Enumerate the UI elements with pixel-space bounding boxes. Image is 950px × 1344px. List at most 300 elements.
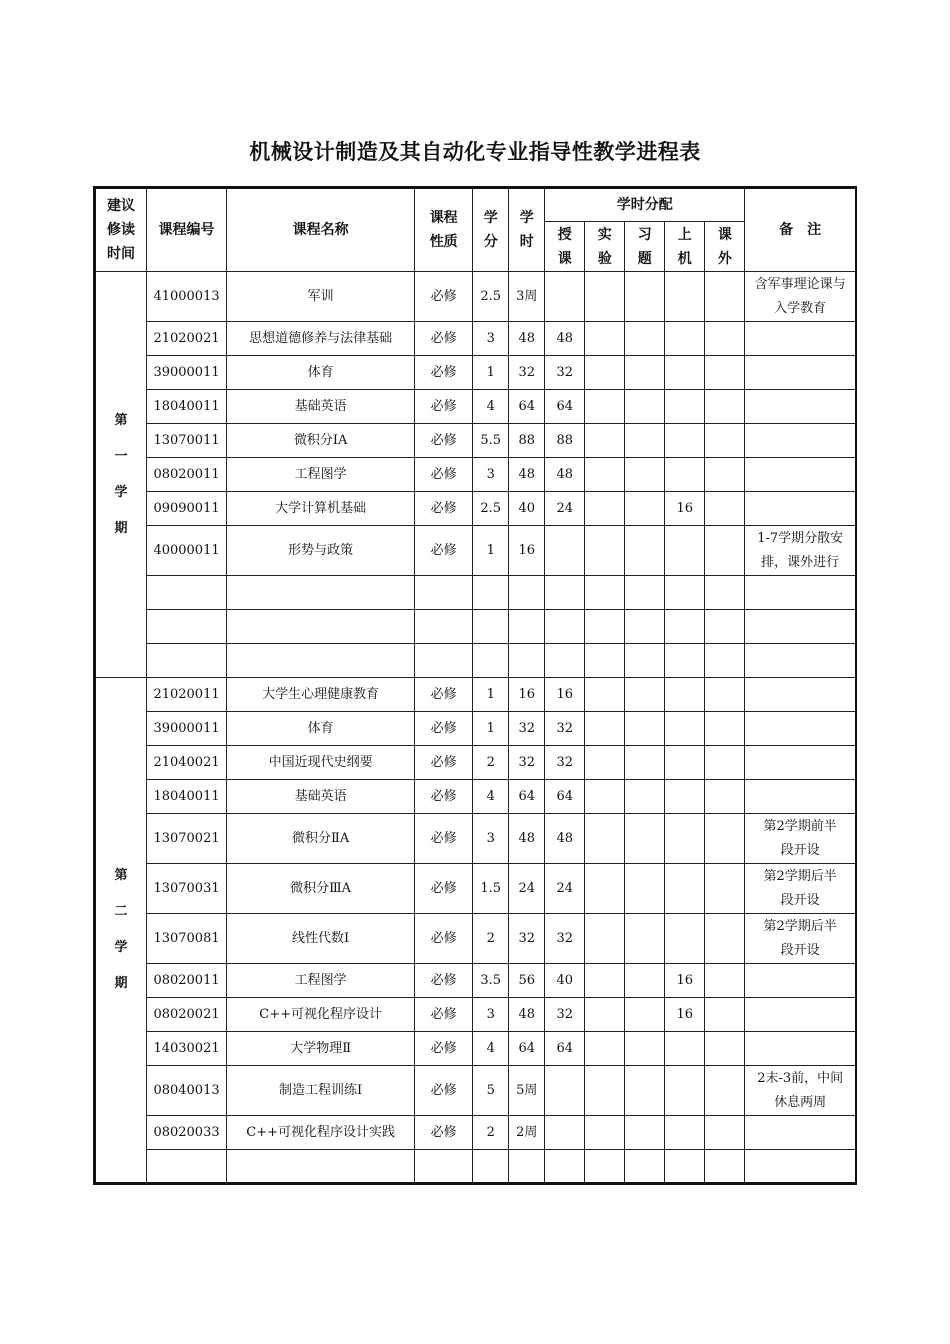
cell-computer: [665, 712, 705, 746]
term-label-char: 二: [114, 904, 128, 919]
remark-line: 休息两周: [774, 1094, 827, 1110]
cell-experiment: [585, 780, 625, 814]
cell-hours: 48: [509, 998, 545, 1032]
cell-nature: 必修: [415, 678, 473, 712]
cell-computer: 16: [665, 998, 705, 1032]
cell-experiment: [585, 1032, 625, 1066]
cell-name: C++可视化程序设计: [227, 998, 415, 1032]
cell-exercise: [625, 576, 665, 610]
cell-remark: [745, 864, 856, 914]
cell-name: [227, 1150, 415, 1184]
cell-experiment: [585, 272, 625, 322]
cell-hours: [509, 576, 545, 610]
cell-code: 39000011: [147, 356, 227, 390]
remark-line: 第2学期后半: [763, 918, 837, 934]
cell-exercise: [625, 1066, 665, 1116]
cell-credit: 4: [473, 780, 509, 814]
cell-computer: [665, 610, 705, 644]
cell-credit: 3: [473, 814, 509, 864]
cell-code: 40000011: [147, 526, 227, 576]
cell-name: 中国近现代史纲要: [227, 746, 415, 780]
cell-credit: [473, 1150, 509, 1184]
cell-name: 工程图学: [227, 458, 415, 492]
cell-name: 基础英语: [227, 390, 415, 424]
cell-nature: [415, 644, 473, 678]
table-row: [95, 576, 857, 610]
cell-hours: 2周: [509, 1116, 545, 1150]
cell-exercise: [625, 458, 665, 492]
cell-experiment: [585, 1150, 625, 1184]
cell-remark: [745, 746, 856, 780]
cell-lecture: 32: [545, 746, 585, 780]
cell-extra: [705, 1116, 745, 1150]
cell-hours: 48: [509, 814, 545, 864]
cell-remark: [745, 644, 856, 678]
cell-exercise: [625, 1032, 665, 1066]
cell-credit: [473, 644, 509, 678]
cell-hours: 64: [509, 780, 545, 814]
header-nature: 课程 性质: [415, 188, 473, 272]
cell-nature: 必修: [415, 1116, 473, 1150]
term-label: [95, 678, 147, 1184]
cell-nature: 必修: [415, 526, 473, 576]
cell-credit: 1: [473, 712, 509, 746]
cell-remark: [745, 322, 856, 356]
term-label: [95, 272, 147, 678]
cell-lecture: 48: [545, 458, 585, 492]
cell-exercise: [625, 712, 665, 746]
cell-exercise: [625, 424, 665, 458]
cell-hours: 56: [509, 964, 545, 998]
cell-name: 大学生心理健康教育: [227, 678, 415, 712]
remark-line: 段开设: [780, 942, 820, 958]
cell-computer: [665, 1066, 705, 1116]
header-computer: 上 机: [665, 222, 705, 272]
cell-code: 18040011: [147, 780, 227, 814]
cell-extra: [705, 814, 745, 864]
cell-code: 21020021: [147, 322, 227, 356]
table-row: [95, 272, 857, 322]
cell-computer: [665, 322, 705, 356]
page-title: 机械设计制造及其自动化专业指导性教学进程表: [249, 140, 701, 164]
cell-experiment: [585, 746, 625, 780]
cell-code: [147, 644, 227, 678]
cell-code: 21040021: [147, 746, 227, 780]
table-row: [95, 864, 857, 914]
cell-nature: 必修: [415, 356, 473, 390]
cell-experiment: [585, 390, 625, 424]
cell-computer: [665, 746, 705, 780]
remark-line: 排，课外进行: [761, 554, 840, 570]
cell-remark: [745, 780, 856, 814]
cell-extra: [705, 864, 745, 914]
cell-code: 08020011: [147, 964, 227, 998]
cell-lecture: 48: [545, 322, 585, 356]
cell-name: 体育: [227, 356, 415, 390]
cell-name: 微积分ⅢA: [227, 864, 415, 914]
cell-remark: [745, 1066, 856, 1116]
cell-hours: 32: [509, 746, 545, 780]
cell-nature: 必修: [415, 424, 473, 458]
cell-remark: [745, 1116, 856, 1150]
cell-nature: 必修: [415, 322, 473, 356]
cell-lecture: 64: [545, 1032, 585, 1066]
cell-hours: 16: [509, 526, 545, 576]
cell-remark: [745, 424, 856, 458]
cell-exercise: [625, 390, 665, 424]
remark-line: 1-7学期分散安: [757, 530, 844, 546]
cell-credit: 1: [473, 678, 509, 712]
header-code: 课程编号: [147, 188, 227, 272]
cell-lecture: 32: [545, 712, 585, 746]
cell-exercise: [625, 644, 665, 678]
cell-extra: [705, 964, 745, 998]
cell-lecture: 64: [545, 780, 585, 814]
cell-credit: 5: [473, 1066, 509, 1116]
cell-lecture: [545, 1150, 585, 1184]
cell-exercise: [625, 492, 665, 526]
cell-experiment: [585, 492, 625, 526]
cell-credit: 2: [473, 1116, 509, 1150]
cell-code: 13070081: [147, 914, 227, 964]
cell-remark: [745, 678, 856, 712]
cell-exercise: [625, 678, 665, 712]
cell-experiment: [585, 424, 625, 458]
table-row: [95, 322, 857, 356]
header-lecture: 授 课: [545, 222, 585, 272]
cell-nature: [415, 610, 473, 644]
cell-exercise: [625, 864, 665, 914]
cell-hours: 48: [509, 458, 545, 492]
cell-remark: [745, 1150, 856, 1184]
table-row: [95, 712, 857, 746]
cell-nature: 必修: [415, 390, 473, 424]
cell-extra: [705, 576, 745, 610]
cell-credit: 2.5: [473, 272, 509, 322]
cell-name: 制造工程训练Ⅰ: [227, 1066, 415, 1116]
cell-experiment: [585, 526, 625, 576]
cell-nature: 必修: [415, 780, 473, 814]
table-row: [95, 914, 857, 964]
cell-exercise: [625, 526, 665, 576]
cell-exercise: [625, 746, 665, 780]
remark-line: 段开设: [780, 842, 820, 858]
cell-experiment: [585, 644, 625, 678]
cell-computer: [665, 914, 705, 964]
cell-hours: 5周: [509, 1066, 545, 1116]
cell-experiment: [585, 678, 625, 712]
cell-extra: [705, 712, 745, 746]
header-experiment: 实 验: [585, 222, 625, 272]
cell-experiment: [585, 964, 625, 998]
cell-computer: [665, 1032, 705, 1066]
cell-exercise: [625, 914, 665, 964]
cell-credit: 4: [473, 390, 509, 424]
cell-extra: [705, 424, 745, 458]
cell-name: C++可视化程序设计实践: [227, 1116, 415, 1150]
cell-code: 09090011: [147, 492, 227, 526]
cell-hours: 64: [509, 390, 545, 424]
cell-name: 工程图学: [227, 964, 415, 998]
cell-exercise: [625, 1150, 665, 1184]
cell-extra: [705, 746, 745, 780]
cell-nature: 必修: [415, 964, 473, 998]
cell-lecture: [545, 644, 585, 678]
header-credit: 学 分: [473, 188, 509, 272]
header-hour-distribution: 学时分配: [545, 188, 745, 222]
table-row: [95, 458, 857, 492]
cell-credit: [473, 576, 509, 610]
cell-computer: [665, 424, 705, 458]
cell-hours: 32: [509, 914, 545, 964]
cell-remark: [745, 576, 856, 610]
cell-remark: [745, 492, 856, 526]
cell-experiment: [585, 458, 625, 492]
cell-lecture: 32: [545, 998, 585, 1032]
cell-exercise: [625, 356, 665, 390]
cell-name: 军训: [227, 272, 415, 322]
cell-nature: 必修: [415, 712, 473, 746]
cell-hours: 3周: [509, 272, 545, 322]
cell-exercise: [625, 322, 665, 356]
table-row: [95, 998, 857, 1032]
cell-computer: [665, 390, 705, 424]
cell-hours: [509, 644, 545, 678]
cell-code: 13070031: [147, 864, 227, 914]
cell-lecture: 64: [545, 390, 585, 424]
remark-line: 第2学期后半: [763, 868, 837, 884]
cell-computer: 16: [665, 492, 705, 526]
header-exercise: 习 题: [625, 222, 665, 272]
term-label-char: 期: [114, 976, 128, 991]
cell-exercise: [625, 780, 665, 814]
cell-nature: 必修: [415, 1032, 473, 1066]
cell-experiment: [585, 610, 625, 644]
cell-extra: [705, 780, 745, 814]
cell-code: 08020033: [147, 1116, 227, 1150]
table-body: [95, 272, 857, 1184]
cell-extra: [705, 1066, 745, 1116]
cell-nature: 必修: [415, 746, 473, 780]
header-name: 课程名称: [227, 188, 415, 272]
cell-code: 39000011: [147, 712, 227, 746]
cell-remark: [745, 964, 856, 998]
cell-hours: 88: [509, 424, 545, 458]
cell-name: 体育: [227, 712, 415, 746]
table-row: [95, 1116, 857, 1150]
cell-extra: [705, 1150, 745, 1184]
cell-remark: [745, 272, 856, 322]
cell-lecture: [545, 610, 585, 644]
cell-extra: [705, 458, 745, 492]
remark-line: 含军事理论课与: [754, 276, 846, 292]
cell-extra: [705, 390, 745, 424]
cell-lecture: 32: [545, 356, 585, 390]
cell-nature: [415, 576, 473, 610]
cell-code: 21020011: [147, 678, 227, 712]
table-row: [95, 492, 857, 526]
cell-extra: [705, 914, 745, 964]
cell-computer: [665, 272, 705, 322]
cell-credit: 1: [473, 356, 509, 390]
cell-extra: [705, 1032, 745, 1066]
cell-name: 微积分ⅠA: [227, 424, 415, 458]
table-row: [95, 1066, 857, 1116]
cell-code: 41000013: [147, 272, 227, 322]
cell-code: [147, 610, 227, 644]
cell-nature: [415, 1150, 473, 1184]
cell-remark: [745, 390, 856, 424]
cell-extra: [705, 678, 745, 712]
term-label-char: 第: [114, 412, 128, 428]
cell-computer: [665, 678, 705, 712]
cell-extra: [705, 322, 745, 356]
term-label-char: 学: [114, 484, 128, 500]
cell-extra: [705, 272, 745, 322]
cell-name: [227, 576, 415, 610]
cell-name: [227, 644, 415, 678]
cell-code: 08040013: [147, 1066, 227, 1116]
cell-code: 13070011: [147, 424, 227, 458]
cell-credit: 4: [473, 1032, 509, 1066]
cell-remark: [745, 1032, 856, 1066]
cell-computer: 16: [665, 964, 705, 998]
cell-credit: 2: [473, 914, 509, 964]
cell-experiment: [585, 1066, 625, 1116]
remark-line: 第2学期前半: [763, 818, 837, 834]
cell-hours: 16: [509, 678, 545, 712]
cell-credit: 2: [473, 746, 509, 780]
cell-remark: [745, 998, 856, 1032]
cell-extra: [705, 356, 745, 390]
cell-exercise: [625, 998, 665, 1032]
cell-credit: 2.5: [473, 492, 509, 526]
table-row: [95, 678, 857, 712]
cell-computer: [665, 458, 705, 492]
cell-computer: [665, 526, 705, 576]
cell-experiment: [585, 1116, 625, 1150]
table-row: [95, 780, 857, 814]
cell-hours: [509, 1150, 545, 1184]
cell-lecture: 40: [545, 964, 585, 998]
cell-credit: [473, 610, 509, 644]
term-label-char: 一: [114, 448, 128, 464]
cell-remark: [745, 356, 856, 390]
cell-code: 08020021: [147, 998, 227, 1032]
header-hours: 学 时: [509, 188, 545, 272]
cell-hours: [509, 610, 545, 644]
cell-credit: 1: [473, 526, 509, 576]
cell-experiment: [585, 712, 625, 746]
cell-nature: 必修: [415, 1066, 473, 1116]
table-row: [95, 814, 857, 864]
cell-computer: [665, 1150, 705, 1184]
cell-lecture: [545, 576, 585, 610]
table-row: [95, 424, 857, 458]
cell-lecture: 88: [545, 424, 585, 458]
cell-lecture: 24: [545, 864, 585, 914]
cell-lecture: 24: [545, 492, 585, 526]
cell-code: 14030021: [147, 1032, 227, 1066]
table-row: [95, 1032, 857, 1066]
cell-exercise: [625, 1116, 665, 1150]
cell-computer: [665, 780, 705, 814]
cell-hours: 32: [509, 356, 545, 390]
cell-name: 基础英语: [227, 780, 415, 814]
cell-credit: 3: [473, 458, 509, 492]
cell-experiment: [585, 322, 625, 356]
cell-code: [147, 576, 227, 610]
term-label-char: 学: [114, 940, 128, 955]
cell-hours: 64: [509, 1032, 545, 1066]
cell-extra: [705, 492, 745, 526]
course-schedule-table: [93, 186, 857, 1185]
cell-name: 线性代数Ⅰ: [227, 914, 415, 964]
cell-exercise: [625, 610, 665, 644]
cell-extra: [705, 644, 745, 678]
cell-computer: [665, 1116, 705, 1150]
cell-lecture: 48: [545, 814, 585, 864]
cell-experiment: [585, 914, 625, 964]
cell-lecture: 32: [545, 914, 585, 964]
table-header: [95, 188, 857, 272]
remark-line: 2末-3前，中间: [757, 1070, 844, 1086]
cell-extra: [705, 610, 745, 644]
cell-credit: 5.5: [473, 424, 509, 458]
cell-experiment: [585, 576, 625, 610]
header-time: 建议 修读 时间: [95, 188, 147, 272]
cell-experiment: [585, 998, 625, 1032]
cell-extra: [705, 998, 745, 1032]
cell-lecture: [545, 526, 585, 576]
cell-hours: 48: [509, 322, 545, 356]
cell-remark: [745, 712, 856, 746]
cell-code: [147, 1150, 227, 1184]
cell-nature: 必修: [415, 458, 473, 492]
cell-hours: 32: [509, 712, 545, 746]
cell-experiment: [585, 864, 625, 914]
table-row: [95, 644, 857, 678]
cell-lecture: [545, 1066, 585, 1116]
cell-computer: [665, 576, 705, 610]
cell-extra: [705, 526, 745, 576]
cell-computer: [665, 814, 705, 864]
header-extra: 课 外: [705, 222, 745, 272]
cell-remark: [745, 610, 856, 644]
table-row: [95, 356, 857, 390]
cell-nature: 必修: [415, 864, 473, 914]
cell-name: 形势与政策: [227, 526, 415, 576]
cell-credit: 1.5: [473, 864, 509, 914]
cell-experiment: [585, 814, 625, 864]
cell-nature: 必修: [415, 914, 473, 964]
cell-name: [227, 610, 415, 644]
cell-name: 大学物理Ⅱ: [227, 1032, 415, 1066]
cell-remark: [745, 526, 856, 576]
table-row: [95, 964, 857, 998]
table-row: [95, 610, 857, 644]
cell-code: 18040011: [147, 390, 227, 424]
cell-computer: [665, 644, 705, 678]
cell-computer: [665, 356, 705, 390]
cell-exercise: [625, 814, 665, 864]
cell-nature: 必修: [415, 272, 473, 322]
cell-lecture: [545, 1116, 585, 1150]
cell-hours: 40: [509, 492, 545, 526]
cell-remark: [745, 914, 856, 964]
table-row: [95, 526, 857, 576]
cell-remark: [745, 458, 856, 492]
